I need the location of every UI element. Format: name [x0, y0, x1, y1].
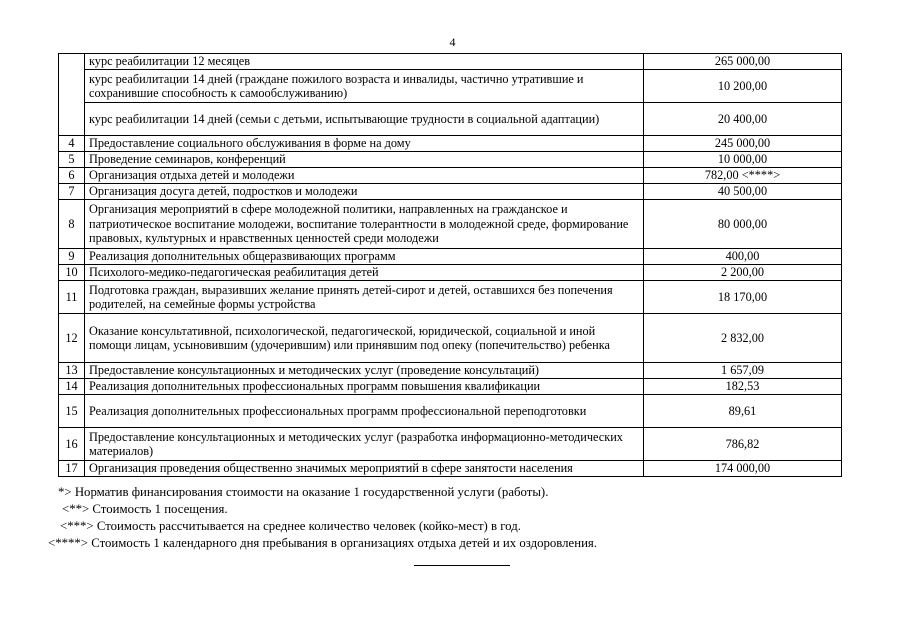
row-number-cell: 4 — [59, 136, 85, 152]
cost-value-cell: 89,61 — [644, 395, 842, 428]
service-name-cell: Предоставление консультационных и методических услуг (проведение консультаций) — [85, 363, 644, 379]
row-number-cell: 12 — [59, 314, 85, 363]
footnote-standard: *> Норматив финансирования стоимости на оказание 1 государственной услуги (работы). — [58, 485, 549, 499]
service-name-cell: Реализация дополнительных профессиональных программ профессиональной переподготовки — [85, 395, 644, 428]
service-name-cell: Предоставление консультационных и методических услуг (разработка информационно-методических материалов) — [85, 428, 644, 461]
service-name-cell: Организация мероприятий в сфере молодежной политики, направленных на гражданское и патриотическое воспитание молодежи, воспитание толерантности в молодежной среде, формирование правовых, культурных и нравственных ценностей среди молодежи — [85, 200, 644, 249]
row-number-cell: 7 — [59, 184, 85, 200]
table-row — [59, 249, 842, 265]
cost-value-cell: 182,53 — [644, 379, 842, 395]
row-number-cell: 17 — [59, 461, 85, 477]
cost-value-cell: 245 000,00 — [644, 136, 842, 152]
row-number-cell: 13 — [59, 363, 85, 379]
cost-value-cell: 18 170,00 — [644, 281, 842, 314]
row-number-cell: 9 — [59, 249, 85, 265]
cost-value-cell: 20 400,00 — [644, 103, 842, 136]
footnote-visit-cost: <**> Стоимость 1 посещения. — [62, 502, 228, 516]
table-row — [59, 103, 842, 136]
cost-value-cell: 80 000,00 — [644, 200, 842, 249]
row-number-cell: 14 — [59, 379, 85, 395]
cost-value-cell: 782,00 <****> — [644, 168, 842, 184]
cost-value-cell: 1 657,09 — [644, 363, 842, 379]
table-row — [59, 184, 842, 200]
cost-value-cell: 40 500,00 — [644, 184, 842, 200]
service-name-cell: Организация отдыха детей и молодежи — [85, 168, 644, 184]
cost-value-cell: 10 200,00 — [644, 70, 842, 103]
table-row — [59, 314, 842, 363]
row-number-cell: 15 — [59, 395, 85, 428]
service-name-cell: курс реабилитации 14 дней (семьи с детьми, испытывающие трудности в социальной адаптации) — [85, 103, 644, 136]
cost-value-cell: 400,00 — [644, 249, 842, 265]
tariff-table — [58, 53, 842, 477]
service-name-cell: курс реабилитации 14 дней (граждане пожилого возраста и инвалиды, частично утратившие и сохранившие способность к самообслуживанию) — [85, 70, 644, 103]
table-row — [59, 152, 842, 168]
row-number-cell: 6 — [59, 168, 85, 184]
row-number-cell: 11 — [59, 281, 85, 314]
service-name-cell: Проведение семинаров, конференций — [85, 152, 644, 168]
table-row — [59, 379, 842, 395]
service-name-cell: Реализация дополнительных профессиональных программ повышения квалификации — [85, 379, 644, 395]
cost-value-cell: 2 832,00 — [644, 314, 842, 363]
cost-value-cell: 786,82 — [644, 428, 842, 461]
service-name-cell: Подготовка граждан, выразивших желание принять детей-сирот и детей, оставшихся без попечения родителей, на семейные формы устройства — [85, 281, 644, 314]
table-row — [59, 363, 842, 379]
table-row — [59, 265, 842, 281]
table-row — [59, 70, 842, 103]
footnotes — [40, 484, 820, 552]
table-row — [59, 461, 842, 477]
footnote-average-count: <***> Стоимость рассчитывается на среднее количество человек (койко-мест) в год. — [60, 519, 521, 533]
table-row — [59, 428, 842, 461]
row-number-cell: 5 — [59, 152, 85, 168]
row-number-cell: 16 — [59, 428, 85, 461]
service-name-cell: Оказание консультативной, психологической, педагогической, юридической, социальной и иной помощи лицам, усыновившим (удочерившим) или принявшим под опеку (попечительство) ребенка — [85, 314, 644, 363]
service-name-cell: Психолого-медико-педагогическая реабилитация детей — [85, 265, 644, 281]
cost-value-cell: 174 000,00 — [644, 461, 842, 477]
service-name-cell: Организация проведения общественно значимых мероприятий в сфере занятости населения — [85, 461, 644, 477]
row-number-cell: 8 — [59, 200, 85, 249]
table-row — [59, 200, 842, 249]
table-row — [59, 281, 842, 314]
service-name-cell: Предоставление социального обслуживания в форме на дому — [85, 136, 644, 152]
table-row — [59, 168, 842, 184]
service-name-cell: курс реабилитации 12 месяцев — [85, 54, 644, 70]
end-divider — [414, 565, 510, 566]
service-name-cell: Реализация дополнительных общеразвивающих программ — [85, 249, 644, 265]
cost-value-cell: 2 200,00 — [644, 265, 842, 281]
cost-value-cell: 265 000,00 — [644, 54, 842, 70]
table-row — [59, 54, 842, 70]
table-row — [59, 395, 842, 428]
table-row — [59, 136, 842, 152]
cost-value-cell: 10 000,00 — [644, 152, 842, 168]
row-number-cell: 10 — [59, 265, 85, 281]
row-number-cell — [59, 54, 85, 136]
page-number: 4 — [449, 35, 456, 49]
footnote-day-cost: <****> Стоимость 1 календарного дня пребывания в организациях отдыха детей и их оздоровления. — [48, 536, 597, 550]
service-name-cell: Организация досуга детей, подростков и молодежи — [85, 184, 644, 200]
